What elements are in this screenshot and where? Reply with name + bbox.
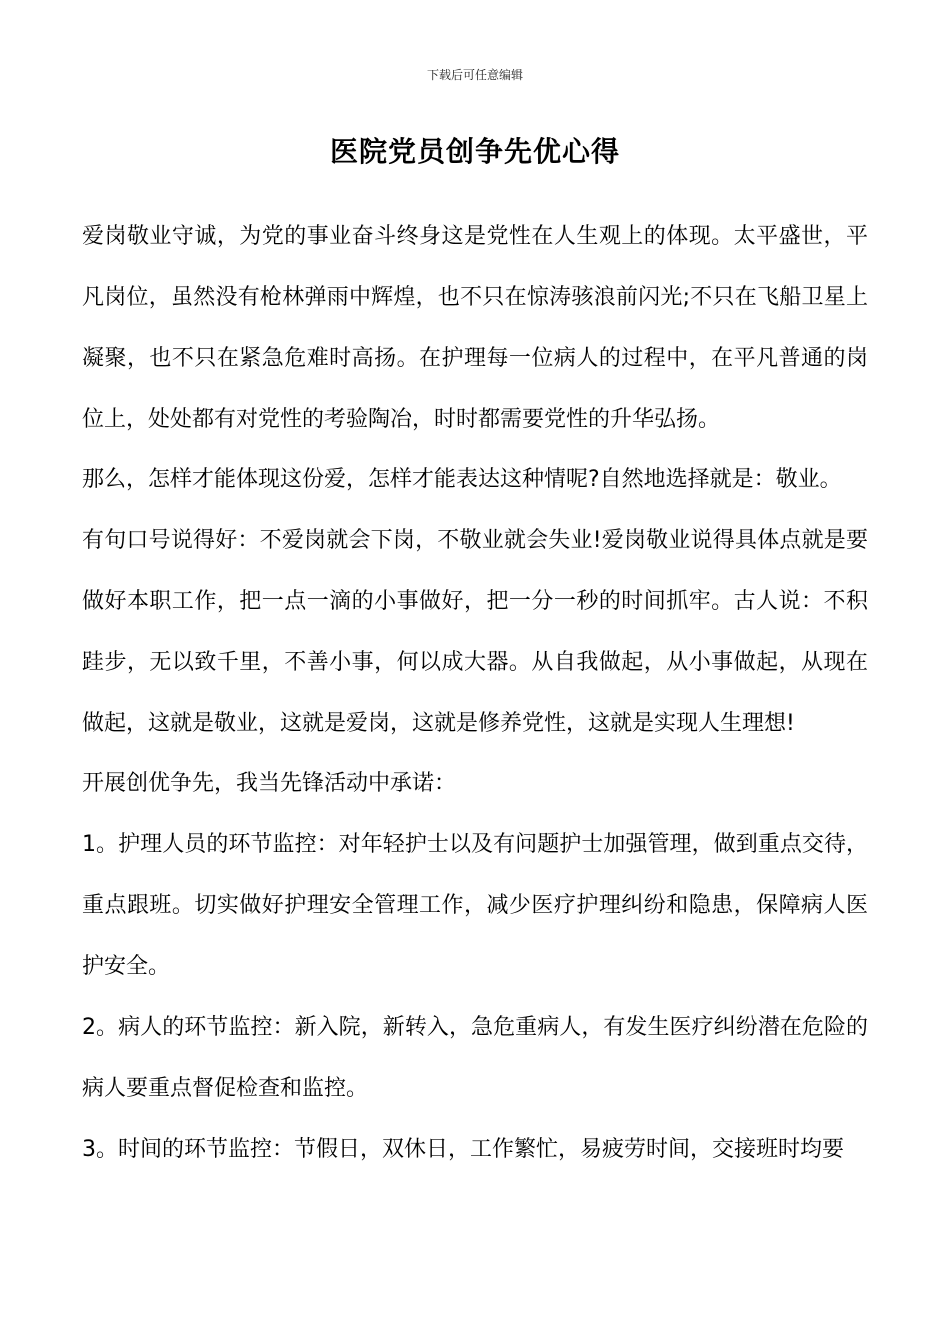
- paragraph: 开展创优争先，我当先锋活动中承诺：: [82, 771, 457, 796]
- paragraph: 3。时间的环节监控：节假日，双休日，工作繁忙，易疲劳时间，交接班时均要: [82, 1137, 844, 1162]
- paragraph: 那么，怎样才能体现这份爱，怎样才能表达这种情呢?自然地选择就是：敬业。: [82, 467, 842, 492]
- document-title: 医院党员创争先优心得: [329, 135, 620, 168]
- document-body: [82, 206, 868, 1180]
- paragraph: 1。护理人员的环节监控：对年轻护士以及有问题护士加强管理，做到重点交待，重点跟班。切实做好护理安全管理工作，减少医疗护理纠纷和隐患，保障病人医护安全。: [82, 832, 868, 979]
- paragraph: 爱岗敬业守诚，为党的事业奋斗终身这是党性在人生观上的体现。太平盛世，平凡岗位，虽然没有枪林弹雨中辉煌，也不只在惊涛骇浪前闪光;不只在飞船卫星上凝聚，也不只在紧急危难时高扬。在护理每一位病人的过程中，在平凡普通的岗位上，处处都有对党性的考验陶冶，时时都需要党性的升华弘扬。: [82, 224, 868, 432]
- paragraph: 2。病人的环节监控：新入院，新转入，急危重病人，有发生医疗纠纷潜在危险的病人要重点督促检查和监控。: [82, 1015, 868, 1101]
- paragraph: 有句口号说得好：不爱岗就会下岗，不敬业就会失业!爱岗敬业说得具体点就是要做好本职工作，把一点一滴的小事做好，把一分一秒的时间抓牢。古人说：不积跬步，无以致千里，不善小事，何以成大器。从自我做起，从小事做起，从现在做起，这就是敬业，这就是爱岗，这就是修养党性，这就是实现人生理想!: [82, 528, 868, 736]
- header-note: 下载后可任意编辑: [426, 68, 523, 82]
